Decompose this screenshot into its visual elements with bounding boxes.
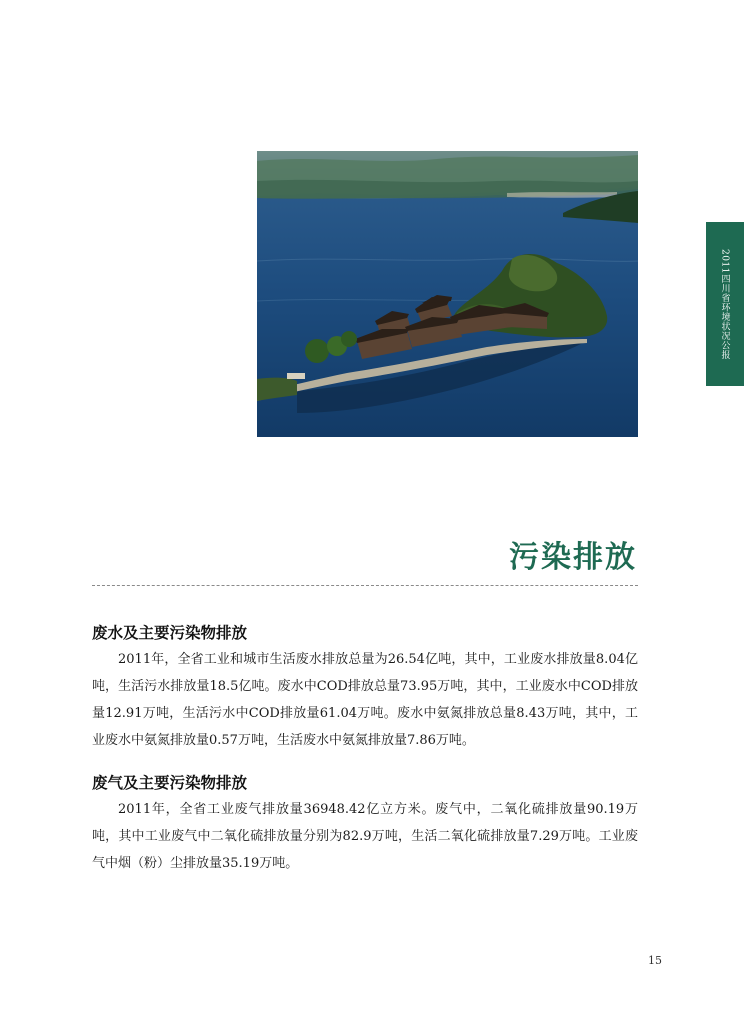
section-title: 污染排放	[509, 540, 637, 575]
wastewater-heading: 废水及主要污染物排放	[92, 623, 248, 642]
waste-gas-heading: 废气及主要污染物排放	[92, 773, 248, 792]
lake-island-photo	[257, 151, 638, 437]
waste-gas-paragraph: 2011年，全省工业废气排放量36948.42亿立方米。废气中，二氧化硫排放量90.19万吨，其中工业废气中二氧化硫排放量分别为82.9万吨，生活二氧化硫排放量7.29万吨。工业废气中烟（粉）尘排放量35.19万吨。	[92, 802, 638, 871]
page-number: 15	[648, 954, 662, 967]
section-divider	[92, 585, 638, 586]
wastewater-paragraph: 2011年，全省工业和城市生活废水排放总量为26.54亿吨，其中，工业废水排放量8.04亿吨，生活污水排放量18.5亿吨。废水中COD排放总量73.95万吨，其中，工业废水中COD排放量12.91万吨，生活污水中COD排放量61.04万吨。废水中氨氮排放总量8.43万吨，其中，工业废水中氨氮排放量0.57万吨，生活废水中氨氮排放量7.86万吨。	[92, 652, 638, 748]
side-tab-label: 2011四川省环境状况公报	[719, 248, 730, 360]
side-tab	[706, 222, 744, 386]
